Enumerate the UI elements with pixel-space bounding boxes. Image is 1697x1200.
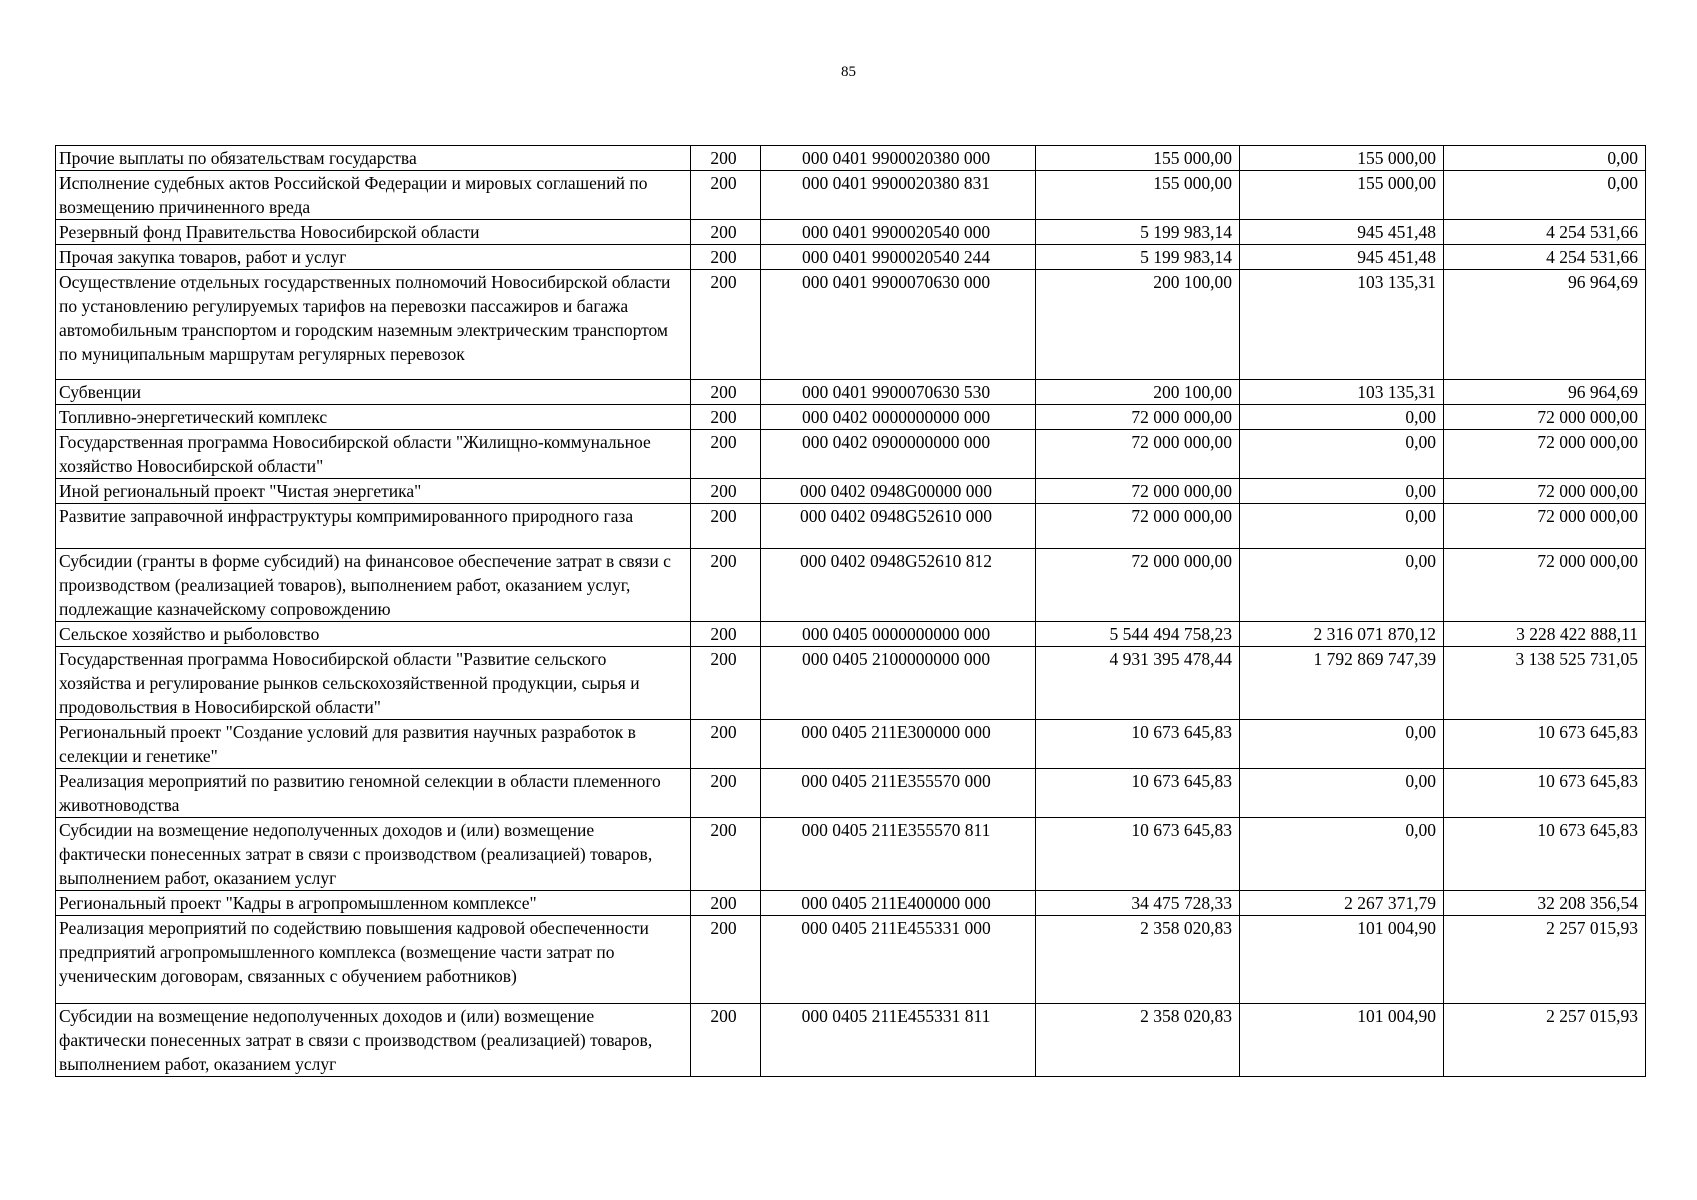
line-code-cell: 200 [691,719,761,768]
expense-name-cell: Субсидии (гранты в форме субсидий) на финансовое обеспечение затрат в связи с производством (реализацией товаров), выполнением работ, оказанием услуг, подлежащие казначейскому сопровождению [56,548,691,621]
unexecuted-amount-cell: 10 673 645,83 [1444,817,1646,890]
line-code-cell: 200 [691,817,761,890]
table-row [56,768,1646,817]
approved-amount-cell: 10 673 645,83 [1036,768,1240,817]
line-code-cell: 200 [691,646,761,719]
approved-amount-cell: 72 000 000,00 [1036,430,1240,479]
unexecuted-amount-cell: 72 000 000,00 [1444,479,1646,504]
executed-amount-cell: 0,00 [1240,768,1444,817]
table-row [56,646,1646,719]
line-code-cell: 200 [691,768,761,817]
executed-amount-cell: 0,00 [1240,479,1444,504]
classification-code-cell: 000 0402 0948G52610 000 [761,504,1036,548]
table-row [56,430,1646,479]
expense-name-cell: Топливно-энергетический комплекс [56,405,691,430]
approved-amount-cell: 155 000,00 [1036,171,1240,220]
classification-code-cell: 000 0405 211E355570 811 [761,817,1036,890]
executed-amount-cell: 103 135,31 [1240,270,1444,380]
unexecuted-amount-cell: 4 254 531,66 [1444,245,1646,270]
line-code-cell: 200 [691,504,761,548]
executed-amount-cell: 945 451,48 [1240,220,1444,245]
table-row [56,220,1646,245]
approved-amount-cell: 72 000 000,00 [1036,479,1240,504]
unexecuted-amount-cell: 96 964,69 [1444,270,1646,380]
classification-code-cell: 000 0405 211E455331 811 [761,1003,1036,1076]
classification-code-cell: 000 0401 9900020380 000 [761,146,1036,171]
line-code-cell: 200 [691,405,761,430]
table-row [56,621,1646,646]
approved-amount-cell: 5 199 983,14 [1036,220,1240,245]
classification-code-cell: 000 0405 2100000000 000 [761,646,1036,719]
classification-code-cell: 000 0401 9900020540 244 [761,245,1036,270]
expense-name-cell: Резервный фонд Правительства Новосибирской области [56,220,691,245]
approved-amount-cell: 10 673 645,83 [1036,817,1240,890]
line-code-cell: 200 [691,890,761,915]
executed-amount-cell: 155 000,00 [1240,146,1444,171]
executed-amount-cell: 0,00 [1240,817,1444,890]
unexecuted-amount-cell: 2 257 015,93 [1444,1003,1646,1076]
line-code-cell: 200 [691,171,761,220]
unexecuted-amount-cell: 0,00 [1444,171,1646,220]
expense-name-cell: Субсидии на возмещение недополученных доходов и (или) возмещение фактически понесенных затрат в связи с производством (реализацией) товаров, выполнением работ, оказанием услуг [56,817,691,890]
line-code-cell: 200 [691,270,761,380]
approved-amount-cell: 34 475 728,33 [1036,890,1240,915]
approved-amount-cell: 72 000 000,00 [1036,548,1240,621]
table-row [56,270,1646,380]
line-code-cell: 200 [691,146,761,171]
unexecuted-amount-cell: 72 000 000,00 [1444,430,1646,479]
executed-amount-cell: 1 792 869 747,39 [1240,646,1444,719]
expense-name-cell: Субсидии на возмещение недополученных доходов и (или) возмещение фактически понесенных затрат в связи с производством (реализацией) товаров, выполнением работ, оказанием услуг [56,1003,691,1076]
table-row [56,915,1646,1003]
budget-table-body [56,146,1646,1077]
unexecuted-amount-cell: 96 964,69 [1444,380,1646,405]
expense-name-cell: Региональный проект "Создание условий для развития научных разработок в селекции и генетике" [56,719,691,768]
executed-amount-cell: 0,00 [1240,548,1444,621]
unexecuted-amount-cell: 10 673 645,83 [1444,768,1646,817]
table-row [56,245,1646,270]
classification-code-cell: 000 0402 0948G52610 812 [761,548,1036,621]
expense-name-cell: Реализация мероприятий по содействию повышения кадровой обеспеченности предприятий агропромышленного комплекса (возмещение части затрат по ученическим договорам, связанных с обучением работников) [56,915,691,1003]
expense-name-cell: Иной региональный проект "Чистая энергетика" [56,479,691,504]
line-code-cell: 200 [691,479,761,504]
unexecuted-amount-cell: 3 228 422 888,11 [1444,621,1646,646]
expense-name-cell: Государственная программа Новосибирской области "Развитие сельского хозяйства и регулирование рынков сельскохозяйственной продукции, сырья и продовольствия в Новосибирской области" [56,646,691,719]
executed-amount-cell: 0,00 [1240,719,1444,768]
executed-amount-cell: 945 451,48 [1240,245,1444,270]
classification-code-cell: 000 0401 9900070630 530 [761,380,1036,405]
approved-amount-cell: 5 544 494 758,23 [1036,621,1240,646]
classification-code-cell: 000 0405 211E300000 000 [761,719,1036,768]
table-row [56,380,1646,405]
unexecuted-amount-cell: 10 673 645,83 [1444,719,1646,768]
table-row [56,548,1646,621]
approved-amount-cell: 200 100,00 [1036,270,1240,380]
line-code-cell: 200 [691,548,761,621]
line-code-cell: 200 [691,915,761,1003]
expense-name-cell: Реализация мероприятий по развитию геномной селекции в области племенного животноводства [56,768,691,817]
table-row [56,405,1646,430]
line-code-cell: 200 [691,1003,761,1076]
classification-code-cell: 000 0402 0948G00000 000 [761,479,1036,504]
unexecuted-amount-cell: 4 254 531,66 [1444,220,1646,245]
budget-table [55,145,1646,1077]
approved-amount-cell: 4 931 395 478,44 [1036,646,1240,719]
executed-amount-cell: 2 267 371,79 [1240,890,1444,915]
unexecuted-amount-cell: 72 000 000,00 [1444,504,1646,548]
approved-amount-cell: 200 100,00 [1036,380,1240,405]
unexecuted-amount-cell: 2 257 015,93 [1444,915,1646,1003]
classification-code-cell: 000 0401 9900020380 831 [761,171,1036,220]
line-code-cell: 200 [691,430,761,479]
classification-code-cell: 000 0402 0000000000 000 [761,405,1036,430]
line-code-cell: 200 [691,220,761,245]
table-row [56,146,1646,171]
expense-name-cell: Исполнение судебных актов Российской Федерации и мировых соглашений по возмещению причиненного вреда [56,171,691,220]
unexecuted-amount-cell: 72 000 000,00 [1444,405,1646,430]
classification-code-cell: 000 0405 211E400000 000 [761,890,1036,915]
unexecuted-amount-cell: 0,00 [1444,146,1646,171]
line-code-cell: 200 [691,380,761,405]
executed-amount-cell: 103 135,31 [1240,380,1444,405]
classification-code-cell: 000 0401 9900020540 000 [761,220,1036,245]
table-row [56,479,1646,504]
table-row [56,504,1646,548]
executed-amount-cell: 2 316 071 870,12 [1240,621,1444,646]
classification-code-cell: 000 0405 211E455331 000 [761,915,1036,1003]
executed-amount-cell: 0,00 [1240,430,1444,479]
page-number: 85 [841,64,856,80]
executed-amount-cell: 101 004,90 [1240,915,1444,1003]
table-row [56,817,1646,890]
executed-amount-cell: 0,00 [1240,405,1444,430]
expense-name-cell: Прочая закупка товаров, работ и услуг [56,245,691,270]
approved-amount-cell: 155 000,00 [1036,146,1240,171]
expense-name-cell: Осуществление отдельных государственных полномочий Новосибирской области по установлению регулируемых тарифов на перевозки пассажиров и багажа автомобильным транспортом и городским наземным электрическим транспортом по муниципальным маршрутам регулярных перевозок [56,270,691,380]
executed-amount-cell: 155 000,00 [1240,171,1444,220]
table-row [56,171,1646,220]
expense-name-cell: Государственная программа Новосибирской области "Жилищно-коммунальное хозяйство Новосибирской области" [56,430,691,479]
executed-amount-cell: 101 004,90 [1240,1003,1444,1076]
classification-code-cell: 000 0401 9900070630 000 [761,270,1036,380]
unexecuted-amount-cell: 32 208 356,54 [1444,890,1646,915]
approved-amount-cell: 2 358 020,83 [1036,1003,1240,1076]
expense-name-cell: Сельское хозяйство и рыболовство [56,621,691,646]
classification-code-cell: 000 0405 211E355570 000 [761,768,1036,817]
expense-name-cell: Региональный проект "Кадры в агропромышленном комплексе" [56,890,691,915]
classification-code-cell: 000 0405 0000000000 000 [761,621,1036,646]
expense-name-cell: Развитие заправочной инфраструктуры компримированного природного газа [56,504,691,548]
classification-code-cell: 000 0402 0900000000 000 [761,430,1036,479]
executed-amount-cell: 0,00 [1240,504,1444,548]
expense-name-cell: Субвенции [56,380,691,405]
approved-amount-cell: 10 673 645,83 [1036,719,1240,768]
line-code-cell: 200 [691,245,761,270]
approved-amount-cell: 72 000 000,00 [1036,504,1240,548]
approved-amount-cell: 2 358 020,83 [1036,915,1240,1003]
approved-amount-cell: 5 199 983,14 [1036,245,1240,270]
approved-amount-cell: 72 000 000,00 [1036,405,1240,430]
expense-name-cell: Прочие выплаты по обязательствам государства [56,146,691,171]
unexecuted-amount-cell: 72 000 000,00 [1444,548,1646,621]
table-row [56,890,1646,915]
unexecuted-amount-cell: 3 138 525 731,05 [1444,646,1646,719]
line-code-cell: 200 [691,621,761,646]
table-row [56,1003,1646,1076]
table-row [56,719,1646,768]
